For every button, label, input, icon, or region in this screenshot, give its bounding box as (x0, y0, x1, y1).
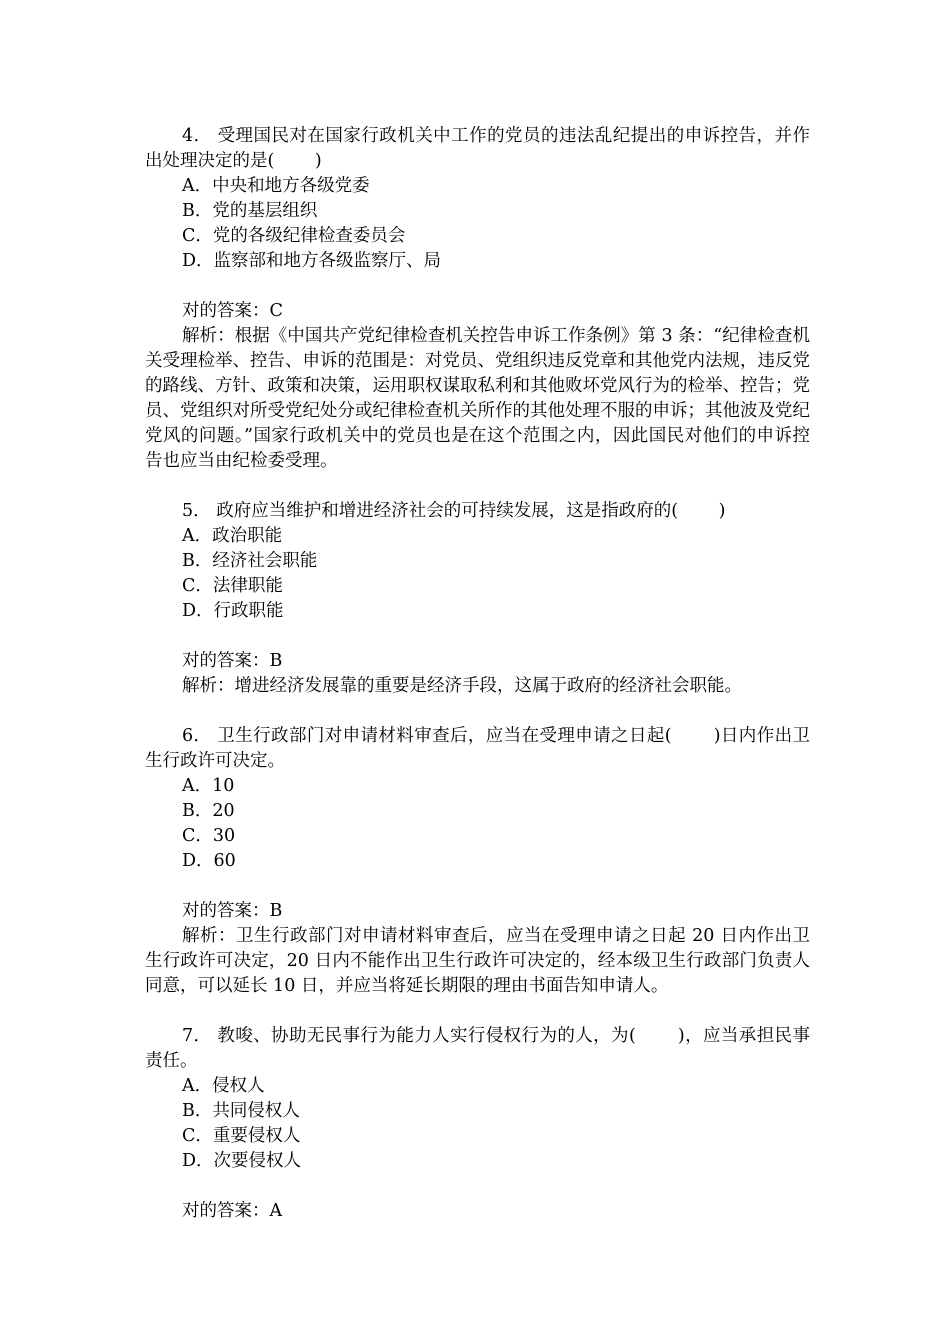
spacer (145, 274, 810, 299)
option-d: D．60 (182, 851, 236, 871)
option-c: C．重要侵权人 (182, 1126, 301, 1146)
option-c: C．法律职能 (182, 576, 283, 596)
answer: 对的答案：B (182, 651, 283, 671)
option-a: A．中央和地方各级党委 (182, 176, 370, 196)
option-c: C．30 (182, 826, 236, 846)
document-content (145, 124, 810, 1224)
question-5 (145, 499, 810, 724)
spacer (145, 874, 810, 899)
spacer (145, 474, 810, 499)
analysis: 解析：卫生行政部门对申请材料审查后，应当在受理申请之日起 20 日内作出卫生行政许可决定，20 日内不能作出卫生行政许可决定的，经本级卫生行政部门负责人同意，可以延长 10 日，并应当将延长期限的理由书面告知申请人。 (145, 926, 810, 996)
question-6 (145, 724, 810, 1024)
option-a: A．侵权人 (182, 1076, 265, 1096)
option-a: A．10 (182, 776, 235, 796)
option-b: B．党的基层组织 (182, 201, 318, 221)
option-a: A．政治职能 (182, 526, 283, 546)
spacer (145, 624, 810, 649)
question-stem: 4． 受理国民对在国家行政机关中工作的党员的违法乱纪提出的申诉控告，并作出处理决定的是( ) (145, 126, 810, 171)
option-d: D．监察部和地方各级监察厅、局 (182, 251, 442, 271)
answer: 对的答案：B (182, 901, 283, 921)
answer: 对的答案：C (182, 301, 283, 321)
spacer (145, 699, 810, 724)
option-b: B．共同侵权人 (182, 1101, 300, 1121)
question-stem: 7． 教唆、协助无民事行为能力人实行侵权行为的人，为( )，应当承担民事责任。 (145, 1026, 810, 1071)
question-4 (145, 124, 810, 499)
question-stem: 6． 卫生行政部门对申请材料审查后，应当在受理申请之日起( )日内作出卫生行政许可决定。 (145, 726, 810, 771)
spacer (145, 1174, 810, 1199)
question-7 (145, 1024, 810, 1224)
spacer (145, 999, 810, 1024)
option-d: D．行政职能 (182, 601, 284, 621)
answer: 对的答案：A (182, 1201, 283, 1221)
analysis: 解析：增进经济发展靠的重要是经济手段，这属于政府的经济社会职能。 (182, 676, 742, 696)
analysis: 解析：根据《中国共产党纪律检查机关控告申诉工作条例》第 3 条：“纪律检查机关受理检举、控告、申诉的范围是：对党员、党组织违反党章和其他党内法规，违反党的路线、方针、政策和决策，运用职权谋取私利和其他败坏党风行为的检举、控告；党员、党组织对所受党纪处分或纪律检查机关所作的其他处理不服的申诉；其他波及党纪党风的问题。”国家行政机关中的党员也是在这个范围之内，因此国民对他们的申诉控告也应当由纪检委受理。 (145, 326, 810, 471)
option-b: B．20 (182, 801, 235, 821)
question-stem: 5． 政府应当维护和增进经济社会的可持续发展，这是指政府的( ) (182, 501, 726, 521)
option-c: C．党的各级纪律检查委员会 (182, 226, 406, 246)
option-b: B．经济社会职能 (182, 551, 318, 571)
option-d: D．次要侵权人 (182, 1151, 302, 1171)
